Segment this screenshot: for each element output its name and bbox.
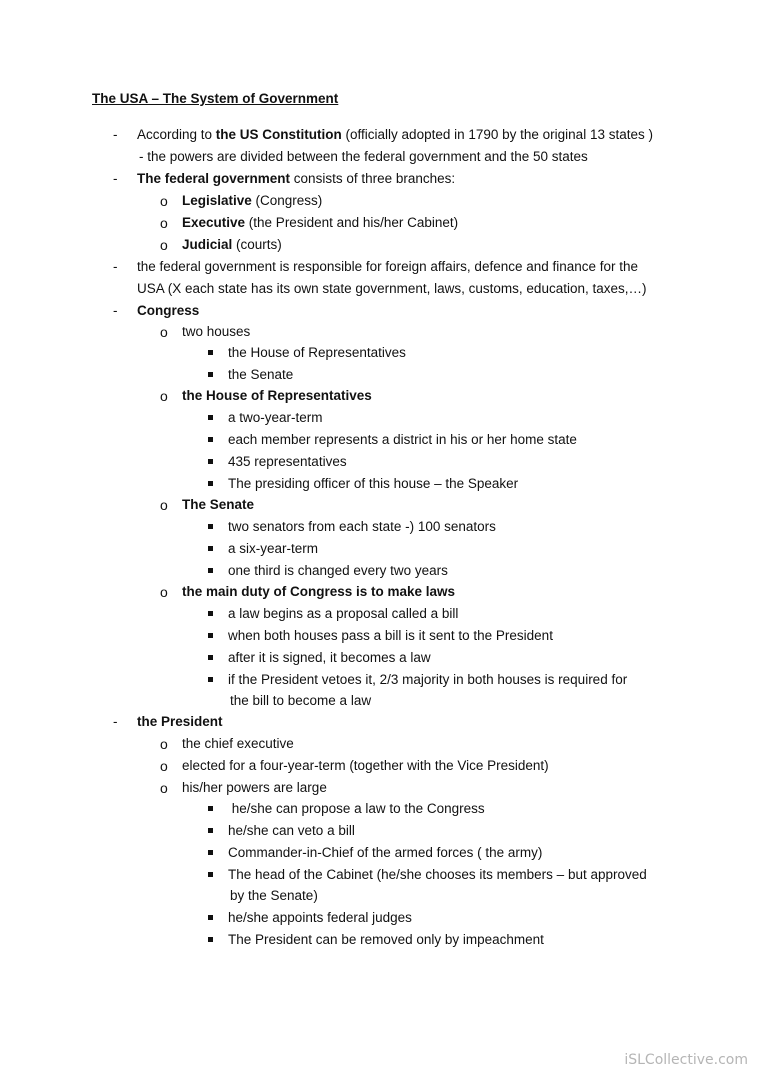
watermark: iSLCollective.com — [624, 1052, 748, 1068]
square-bullet — [208, 633, 213, 638]
list-item-federal-government: The federal government consists of three branches: — [137, 171, 456, 186]
branch-judicial: Judicial (courts) — [182, 237, 282, 252]
square-bullet — [208, 850, 213, 855]
congress-senate: The Senate — [182, 497, 255, 512]
square-bullet — [208, 828, 213, 833]
square-bullet — [208, 611, 213, 616]
square-bullet — [208, 524, 213, 529]
circle-bullet: o — [160, 324, 168, 340]
square-bullet — [208, 350, 213, 355]
power-item: The head of the Cabinet (he/she chooses its members – but approved — [228, 867, 647, 882]
house-item: the Senate — [228, 367, 294, 382]
circle-bullet: o — [160, 215, 168, 231]
house-item: the House of Representatives — [228, 345, 406, 360]
circle-bullet: o — [160, 584, 168, 600]
list-item-responsibilities: the federal government is responsible for foreign affairs, defence and finance for the — [137, 259, 639, 274]
duty-item: if the President vetoes it, 2/3 majority in both houses is required for — [228, 672, 628, 687]
square-bullet — [208, 568, 213, 573]
hor-item: each member represents a district in his or her home state — [228, 432, 577, 447]
square-bullet — [208, 872, 213, 877]
hor-item: The presiding officer of this house – the Speaker — [228, 476, 519, 491]
dash-bullet: - — [113, 714, 118, 729]
branch-executive: Executive (the President and his/her Cabinet) — [182, 215, 459, 230]
square-bullet — [208, 937, 213, 942]
square-bullet — [208, 806, 213, 811]
square-bullet — [208, 481, 213, 486]
hor-item: 435 representatives — [228, 454, 347, 469]
list-item-president: the President — [137, 714, 223, 729]
circle-bullet: o — [160, 193, 168, 209]
square-bullet — [208, 655, 213, 660]
square-bullet — [208, 372, 213, 377]
president-item: the chief executive — [182, 736, 294, 751]
duty-item: a law begins as a proposal called a bill — [228, 606, 459, 621]
power-item-cont: by the Senate) — [230, 888, 318, 903]
square-bullet — [208, 546, 213, 551]
list-item-responsibilities-cont: USA (X each state has its own state government, laws, customs, education, taxes,…) — [137, 281, 647, 296]
power-item: Commander-in-Chief of the armed forces ( the army) — [228, 845, 543, 860]
list-item-constitution-cont: - the powers are divided between the federal government and the 50 states — [139, 149, 588, 164]
circle-bullet: o — [160, 736, 168, 752]
dash-bullet: - — [113, 127, 118, 142]
dash-bullet: - — [113, 259, 118, 274]
page-title: The USA – The System of Government — [92, 91, 339, 106]
senate-item: one third is changed every two years — [228, 563, 448, 578]
congress-two-houses: two houses — [182, 324, 251, 339]
hor-item: a two-year-term — [228, 410, 323, 425]
duty-item: when both houses pass a bill is it sent to the President — [228, 628, 553, 643]
congress-house-of-representatives: the House of Representatives — [182, 388, 372, 403]
power-item: The President can be removed only by impeachment — [228, 932, 544, 947]
duty-item: after it is signed, it becomes a law — [228, 650, 431, 665]
power-item: he/she can veto a bill — [228, 823, 355, 838]
square-bullet — [208, 437, 213, 442]
president-item: his/her powers are large — [182, 780, 327, 795]
duty-item-cont: the bill to become a law — [230, 693, 372, 708]
square-bullet — [208, 915, 213, 920]
circle-bullet: o — [160, 237, 168, 253]
square-bullet — [208, 459, 213, 464]
square-bullet — [208, 415, 213, 420]
senate-item: two senators from each state -) 100 senators — [228, 519, 496, 534]
circle-bullet: o — [160, 497, 168, 513]
circle-bullet: o — [160, 758, 168, 774]
dash-bullet: - — [113, 171, 118, 186]
list-item-constitution: According to the US Constitution (officially adopted in 1790 by the original 13 states ) — [137, 127, 653, 142]
congress-main-duty: the main duty of Congress is to make laws — [182, 584, 456, 599]
power-item: he/she can propose a law to the Congress — [228, 801, 485, 816]
circle-bullet: o — [160, 388, 168, 404]
senate-item: a six-year-term — [228, 541, 319, 556]
circle-bullet: o — [160, 780, 168, 796]
president-item: elected for a four-year-term (together with the Vice President) — [182, 758, 549, 773]
dash-bullet: - — [113, 303, 118, 318]
branch-legislative: Legislative (Congress) — [182, 193, 323, 208]
power-item: he/she appoints federal judges — [228, 910, 412, 925]
square-bullet — [208, 677, 213, 682]
list-item-congress: Congress — [137, 303, 200, 318]
